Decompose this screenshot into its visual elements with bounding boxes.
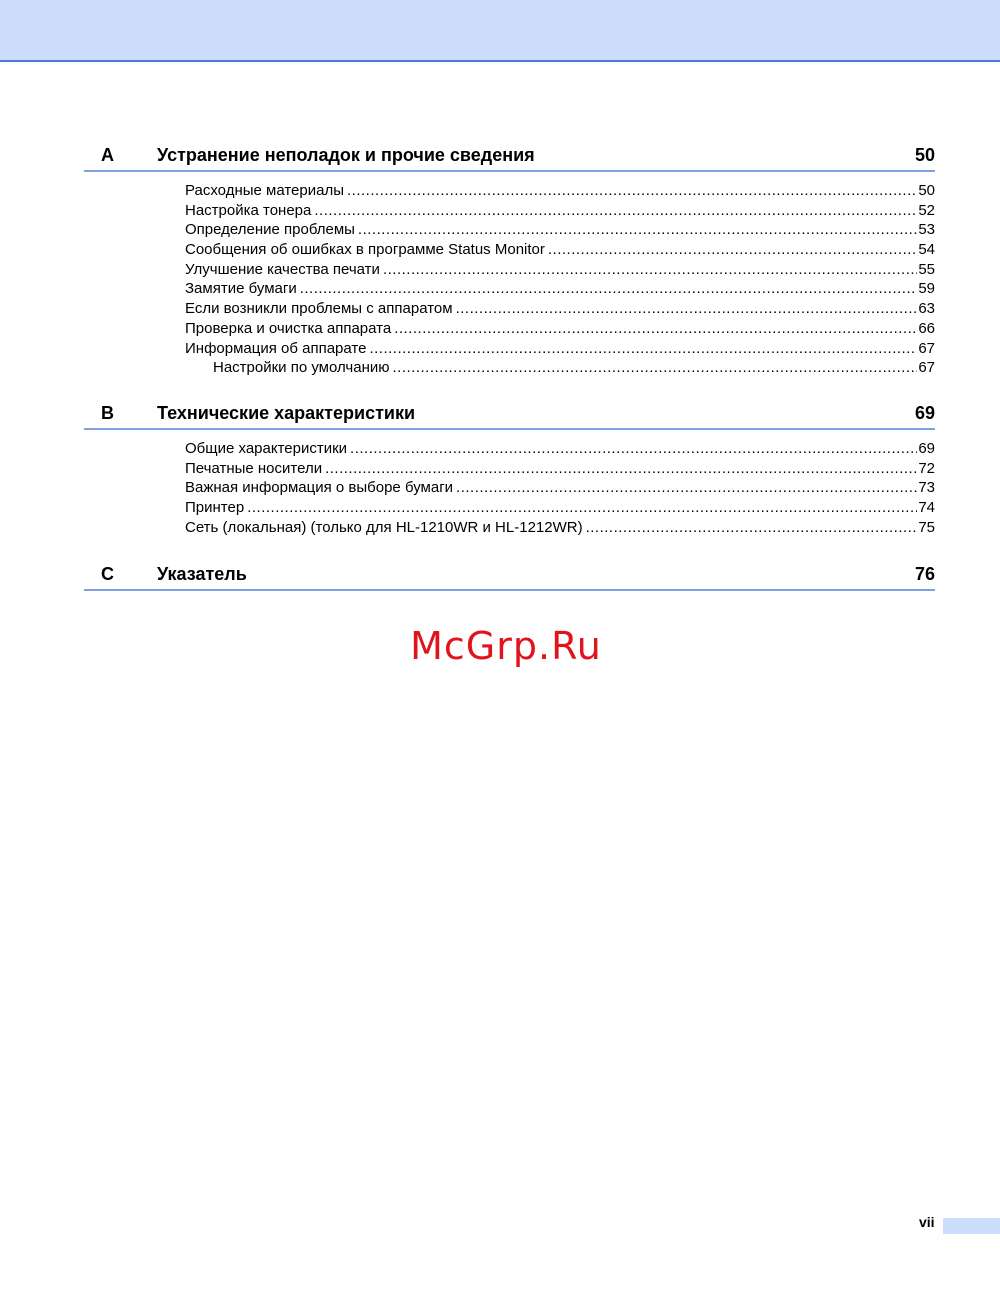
watermark-logo: McGrp.Ru	[410, 624, 602, 668]
section-gap	[84, 537, 935, 559]
entry-title: Общие характеристики	[185, 439, 348, 457]
section-gap	[84, 378, 935, 398]
toc-entry[interactable]	[84, 518, 935, 538]
entry-page: 74	[918, 498, 935, 516]
toc-entry[interactable]	[84, 279, 935, 299]
entry-title: Расходные материалы	[185, 182, 344, 199]
entry-title: Замятие бумаги	[185, 280, 297, 298]
entry-page: 67	[918, 359, 935, 377]
table-of-contents	[84, 140, 935, 591]
section-page: 76	[914, 564, 935, 585]
section-title: Устранение неполадок и прочие сведения	[157, 145, 535, 165]
dot-leader	[358, 220, 917, 240]
entry-title: Сеть (локальная) (только для HL-1210WR и HL-1212WR)	[185, 518, 583, 536]
section-header	[84, 140, 935, 172]
header-band	[0, 0, 1000, 62]
section-letter: B	[101, 402, 114, 423]
dot-leader	[456, 478, 917, 498]
toc-entry[interactable]	[84, 181, 935, 201]
entry-title: Если возникли проблемы с аппаратом	[185, 300, 453, 318]
toc-entry[interactable]	[84, 201, 935, 221]
dot-leader	[456, 299, 918, 319]
dot-leader	[347, 181, 917, 201]
entry-page: 73	[918, 479, 935, 497]
section-header	[84, 398, 935, 430]
section-letter: A	[101, 145, 114, 165]
toc-entry[interactable]	[84, 299, 935, 319]
entry-title: Печатные носители	[185, 459, 323, 477]
entry-page: 52	[918, 201, 935, 219]
toc-entry[interactable]	[84, 498, 935, 518]
entry-title: Настройка тонера	[185, 201, 312, 219]
entry-title: Проверка и очистка аппарата	[185, 319, 392, 337]
toc-section-a	[84, 140, 935, 378]
dot-leader	[314, 201, 917, 221]
entry-page: 59	[918, 280, 935, 298]
section-title: Технические характеристики	[157, 402, 416, 423]
toc-subentry[interactable]	[84, 358, 935, 378]
dot-leader	[394, 319, 917, 339]
dot-leader	[586, 518, 918, 538]
section-page: 69	[914, 402, 935, 423]
entry-page: 50	[918, 182, 935, 199]
section-page: 50	[914, 145, 935, 165]
entry-title: Определение проблемы	[185, 221, 355, 239]
toc-entry[interactable]	[84, 439, 935, 459]
toc-entry[interactable]	[84, 459, 935, 479]
entry-title: Принтер	[185, 498, 245, 516]
dot-leader	[247, 498, 917, 518]
section-header	[84, 559, 935, 591]
entry-title: Настройки по умолчанию	[213, 359, 390, 377]
toc-entry[interactable]	[84, 478, 935, 498]
toc-section-c	[84, 559, 935, 591]
page-tab	[943, 1218, 1000, 1234]
toc-entry[interactable]	[84, 240, 935, 260]
entry-page: 63	[918, 300, 935, 318]
entry-page: 55	[918, 260, 935, 278]
toc-entry[interactable]	[84, 319, 935, 339]
entry-title: Сообщения об ошибках в программе Status Monitor	[185, 241, 545, 259]
toc-entry[interactable]	[84, 260, 935, 280]
section-entries	[84, 172, 935, 378]
toc-entry[interactable]	[84, 220, 935, 240]
entry-page: 66	[918, 319, 935, 337]
page-number: vii	[919, 1214, 935, 1230]
dot-leader	[369, 339, 917, 359]
entry-page: 67	[918, 339, 935, 357]
section-title: Указатель	[157, 564, 247, 585]
dot-leader	[350, 439, 917, 459]
entry-title: Информация об аппарате	[185, 339, 367, 357]
entry-title: Важная информация о выборе бумаги	[185, 479, 454, 497]
section-letter: C	[101, 564, 114, 585]
toc-section-b	[84, 398, 935, 537]
entry-page: 75	[918, 518, 935, 536]
entry-page: 53	[918, 221, 935, 239]
dot-leader	[300, 279, 918, 299]
entry-page: 54	[918, 241, 935, 259]
entry-page: 69	[918, 439, 935, 457]
toc-entry[interactable]	[84, 339, 935, 359]
dot-leader	[548, 240, 917, 260]
entry-title: Улучшение качества печати	[185, 260, 380, 278]
section-entries	[84, 430, 935, 537]
entry-page: 72	[918, 459, 935, 477]
dot-leader	[325, 459, 917, 479]
dot-leader	[393, 358, 918, 378]
dot-leader	[383, 260, 917, 280]
